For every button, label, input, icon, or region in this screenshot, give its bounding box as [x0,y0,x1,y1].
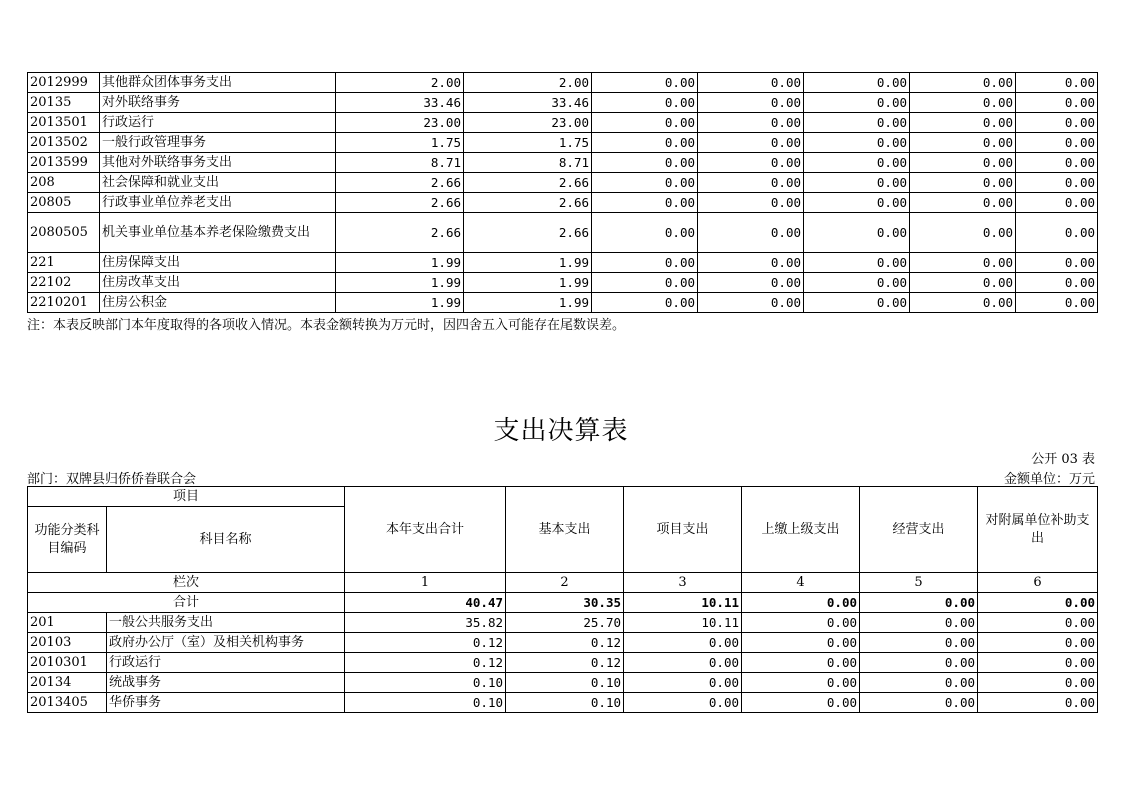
table-note: 注：本表反映部门本年度取得的各项收入情况。本表金额转换为万元时，因四舍五入可能存在尾数误差。 [27,318,626,333]
page-title: 支出决算表 [493,416,629,446]
amount-cell: 8.71 [336,153,464,173]
header-col-4: 上缴上级支出 [742,487,860,573]
subject-name: 政府办公厅（室）及相关机构事务 [107,633,345,653]
amount-cell: 35.82 [345,613,506,633]
table-row [28,73,1098,93]
amount-cell: 0.00 [860,633,978,653]
amount-cell: 0.00 [698,293,804,313]
total-value: 10.11 [624,593,742,613]
subject-name: 其他对外联络事务支出 [100,153,336,173]
amount-cell: 0.00 [910,213,1016,253]
amount-cell: 0.00 [804,273,910,293]
amount-cell: 0.00 [910,153,1016,173]
amount-cell: 0.00 [804,133,910,153]
amount-cell: 33.46 [464,93,592,113]
header-name: 科目名称 [107,507,345,573]
subject-name: 一般公共服务支出 [107,613,345,633]
amount-cell: 0.00 [1016,193,1098,213]
table-row [28,153,1098,173]
department-label: 部门：双牌县归侨侨眷联合会 [27,472,197,487]
amount-cell: 0.00 [592,193,698,213]
amount-cell: 0.00 [804,253,910,273]
amount-cell: 0.00 [624,693,742,713]
amount-cell: 0.00 [804,293,910,313]
amount-cell: 2.66 [464,173,592,193]
col-index-number: 1 [345,573,506,593]
amount-cell: 0.00 [1016,133,1098,153]
total-value: 30.35 [506,593,624,613]
amount-cell: 2.66 [336,173,464,193]
amount-cell: 0.00 [624,673,742,693]
amount-cell: 0.00 [742,613,860,633]
amount-cell: 0.00 [698,93,804,113]
subject-code: 2080505 [28,213,100,253]
amount-cell: 0.00 [592,93,698,113]
subject-code: 2013502 [28,133,100,153]
amount-cell: 0.00 [804,213,910,253]
amount-cell: 0.00 [978,613,1098,633]
amount-cell: 2.66 [464,193,592,213]
header-code: 功能分类科目编码 [28,507,107,573]
amount-cell: 0.00 [910,133,1016,153]
amount-cell: 0.00 [698,193,804,213]
header-col-6: 对附属单位补助支出 [978,487,1098,573]
amount-cell: 10.11 [624,613,742,633]
amount-cell: 0.00 [804,153,910,173]
amount-cell: 0.00 [624,653,742,673]
amount-cell: 0.00 [1016,293,1098,313]
table-row [28,613,1098,633]
subject-code: 2013599 [28,153,100,173]
amount-cell: 0.00 [978,653,1098,673]
subject-name: 对外联络事务 [100,93,336,113]
table-row [28,173,1098,193]
amount-cell: 1.99 [336,253,464,273]
amount-cell: 1.99 [464,273,592,293]
table-row [28,293,1098,313]
col-index-number: 4 [742,573,860,593]
subject-code: 2013405 [28,693,107,713]
amount-cell: 0.00 [910,173,1016,193]
total-value: 0.00 [860,593,978,613]
table-row [28,93,1098,113]
amount-cell: 0.00 [860,613,978,633]
amount-cell: 0.00 [978,673,1098,693]
amount-cell: 2.66 [336,213,464,253]
amount-cell: 0.00 [698,173,804,193]
amount-cell: 0.00 [1016,113,1098,133]
amount-cell: 1.99 [464,253,592,273]
header-col-2: 基本支出 [506,487,624,573]
subject-code: 20135 [28,93,100,113]
subject-name: 其他群众团体事务支出 [100,73,336,93]
subject-name: 社会保障和就业支出 [100,173,336,193]
amount-cell: 1.99 [336,273,464,293]
table-row [28,633,1098,653]
amount-cell: 0.00 [592,253,698,273]
amount-cell: 0.00 [978,693,1098,713]
amount-cell: 0.00 [592,133,698,153]
amount-cell: 0.00 [910,293,1016,313]
amount-cell: 0.00 [910,193,1016,213]
amount-cell: 0.00 [698,153,804,173]
amount-cell: 2.00 [336,73,464,93]
header-col-1: 本年支出合计 [345,487,506,573]
subject-code: 208 [28,173,100,193]
subject-code: 2012999 [28,73,100,93]
form-code: 公开 03 表 [1031,452,1095,467]
col-index-label: 栏次 [28,573,345,593]
amount-cell: 0.00 [910,113,1016,133]
amount-cell: 0.00 [698,73,804,93]
amount-cell: 0.00 [860,653,978,673]
amount-cell: 0.00 [1016,213,1098,253]
amount-cell: 0.10 [506,693,624,713]
amount-cell: 2.66 [336,193,464,213]
amount-cell: 0.00 [698,213,804,253]
amount-cell: 2.66 [464,213,592,253]
table-row [28,213,1098,253]
amount-cell: 2.00 [464,73,592,93]
table-row [28,693,1098,713]
amount-cell: 0.00 [698,273,804,293]
amount-cell: 0.00 [698,133,804,153]
amount-cell: 0.00 [1016,73,1098,93]
subject-code: 20134 [28,673,107,693]
table-row [28,653,1098,673]
amount-cell: 0.00 [860,673,978,693]
subject-code: 2210201 [28,293,100,313]
col-index-number: 2 [506,573,624,593]
total-value: 0.00 [978,593,1098,613]
amount-unit-label: 金额单位：万元 [1003,472,1095,487]
subject-name: 行政运行 [107,653,345,673]
amount-cell: 0.00 [1016,93,1098,113]
table-row [28,113,1098,133]
income-table-continued [27,72,1098,313]
amount-cell: 0.00 [592,293,698,313]
total-value: 0.00 [742,593,860,613]
amount-cell: 0.00 [592,213,698,253]
amount-cell: 0.00 [910,253,1016,273]
subject-name: 统战事务 [107,673,345,693]
header-col-3: 项目支出 [624,487,742,573]
amount-cell: 0.00 [804,113,910,133]
amount-cell: 0.12 [345,633,506,653]
amount-cell: 0.00 [624,633,742,653]
expenditure-table [27,486,1098,713]
amount-cell: 0.12 [506,653,624,673]
total-label: 合计 [28,593,345,613]
amount-cell: 23.00 [464,113,592,133]
col-index-number: 6 [978,573,1098,593]
amount-cell: 0.12 [345,653,506,673]
amount-cell: 25.70 [506,613,624,633]
subject-name: 住房改革支出 [100,273,336,293]
subject-code: 2010301 [28,653,107,673]
subject-code: 221 [28,253,100,273]
col-index-number: 3 [624,573,742,593]
amount-cell: 0.10 [345,673,506,693]
amount-cell: 0.00 [804,193,910,213]
subject-name: 机关事业单位基本养老保险缴费支出 [100,213,336,253]
amount-cell: 23.00 [336,113,464,133]
amount-cell: 0.00 [698,113,804,133]
table-row [28,193,1098,213]
amount-cell: 8.71 [464,153,592,173]
subject-code: 201 [28,613,107,633]
amount-cell: 0.00 [804,173,910,193]
header-col-5: 经营支出 [860,487,978,573]
amount-cell: 0.00 [592,173,698,193]
amount-cell: 0.00 [742,693,860,713]
amount-cell: 0.00 [1016,173,1098,193]
table-row [28,253,1098,273]
amount-cell: 0.00 [910,73,1016,93]
amount-cell: 0.00 [978,633,1098,653]
amount-cell: 0.00 [1016,273,1098,293]
amount-cell: 1.99 [336,293,464,313]
amount-cell: 0.00 [592,113,698,133]
amount-cell: 0.00 [742,633,860,653]
subject-name: 住房公积金 [100,293,336,313]
amount-cell: 0.00 [698,253,804,273]
amount-cell: 0.00 [592,153,698,173]
subject-code: 20805 [28,193,100,213]
subject-name: 一般行政管理事务 [100,133,336,153]
amount-cell: 33.46 [336,93,464,113]
table-row [28,133,1098,153]
amount-cell: 0.10 [345,693,506,713]
amount-cell: 1.99 [464,293,592,313]
amount-cell: 1.75 [336,133,464,153]
subject-name: 行政运行 [100,113,336,133]
amount-cell: 0.00 [1016,153,1098,173]
amount-cell: 0.00 [1016,253,1098,273]
subject-name: 行政事业单位养老支出 [100,193,336,213]
subject-name: 华侨事务 [107,693,345,713]
amount-cell: 0.00 [742,673,860,693]
amount-cell: 0.00 [742,653,860,673]
col-index-number: 5 [860,573,978,593]
amount-cell: 0.00 [910,273,1016,293]
amount-cell: 0.00 [592,73,698,93]
amount-cell: 0.00 [592,273,698,293]
table-row [28,273,1098,293]
amount-cell: 0.00 [860,693,978,713]
subject-code: 2013501 [28,113,100,133]
header-item: 项目 [28,487,345,507]
amount-cell: 0.00 [804,73,910,93]
total-value: 40.47 [345,593,506,613]
amount-cell: 0.00 [804,93,910,113]
amount-cell: 1.75 [464,133,592,153]
subject-code: 22102 [28,273,100,293]
amount-cell: 0.10 [506,673,624,693]
amount-cell: 0.12 [506,633,624,653]
table-row [28,673,1098,693]
subject-code: 20103 [28,633,107,653]
subject-name: 住房保障支出 [100,253,336,273]
amount-cell: 0.00 [910,93,1016,113]
